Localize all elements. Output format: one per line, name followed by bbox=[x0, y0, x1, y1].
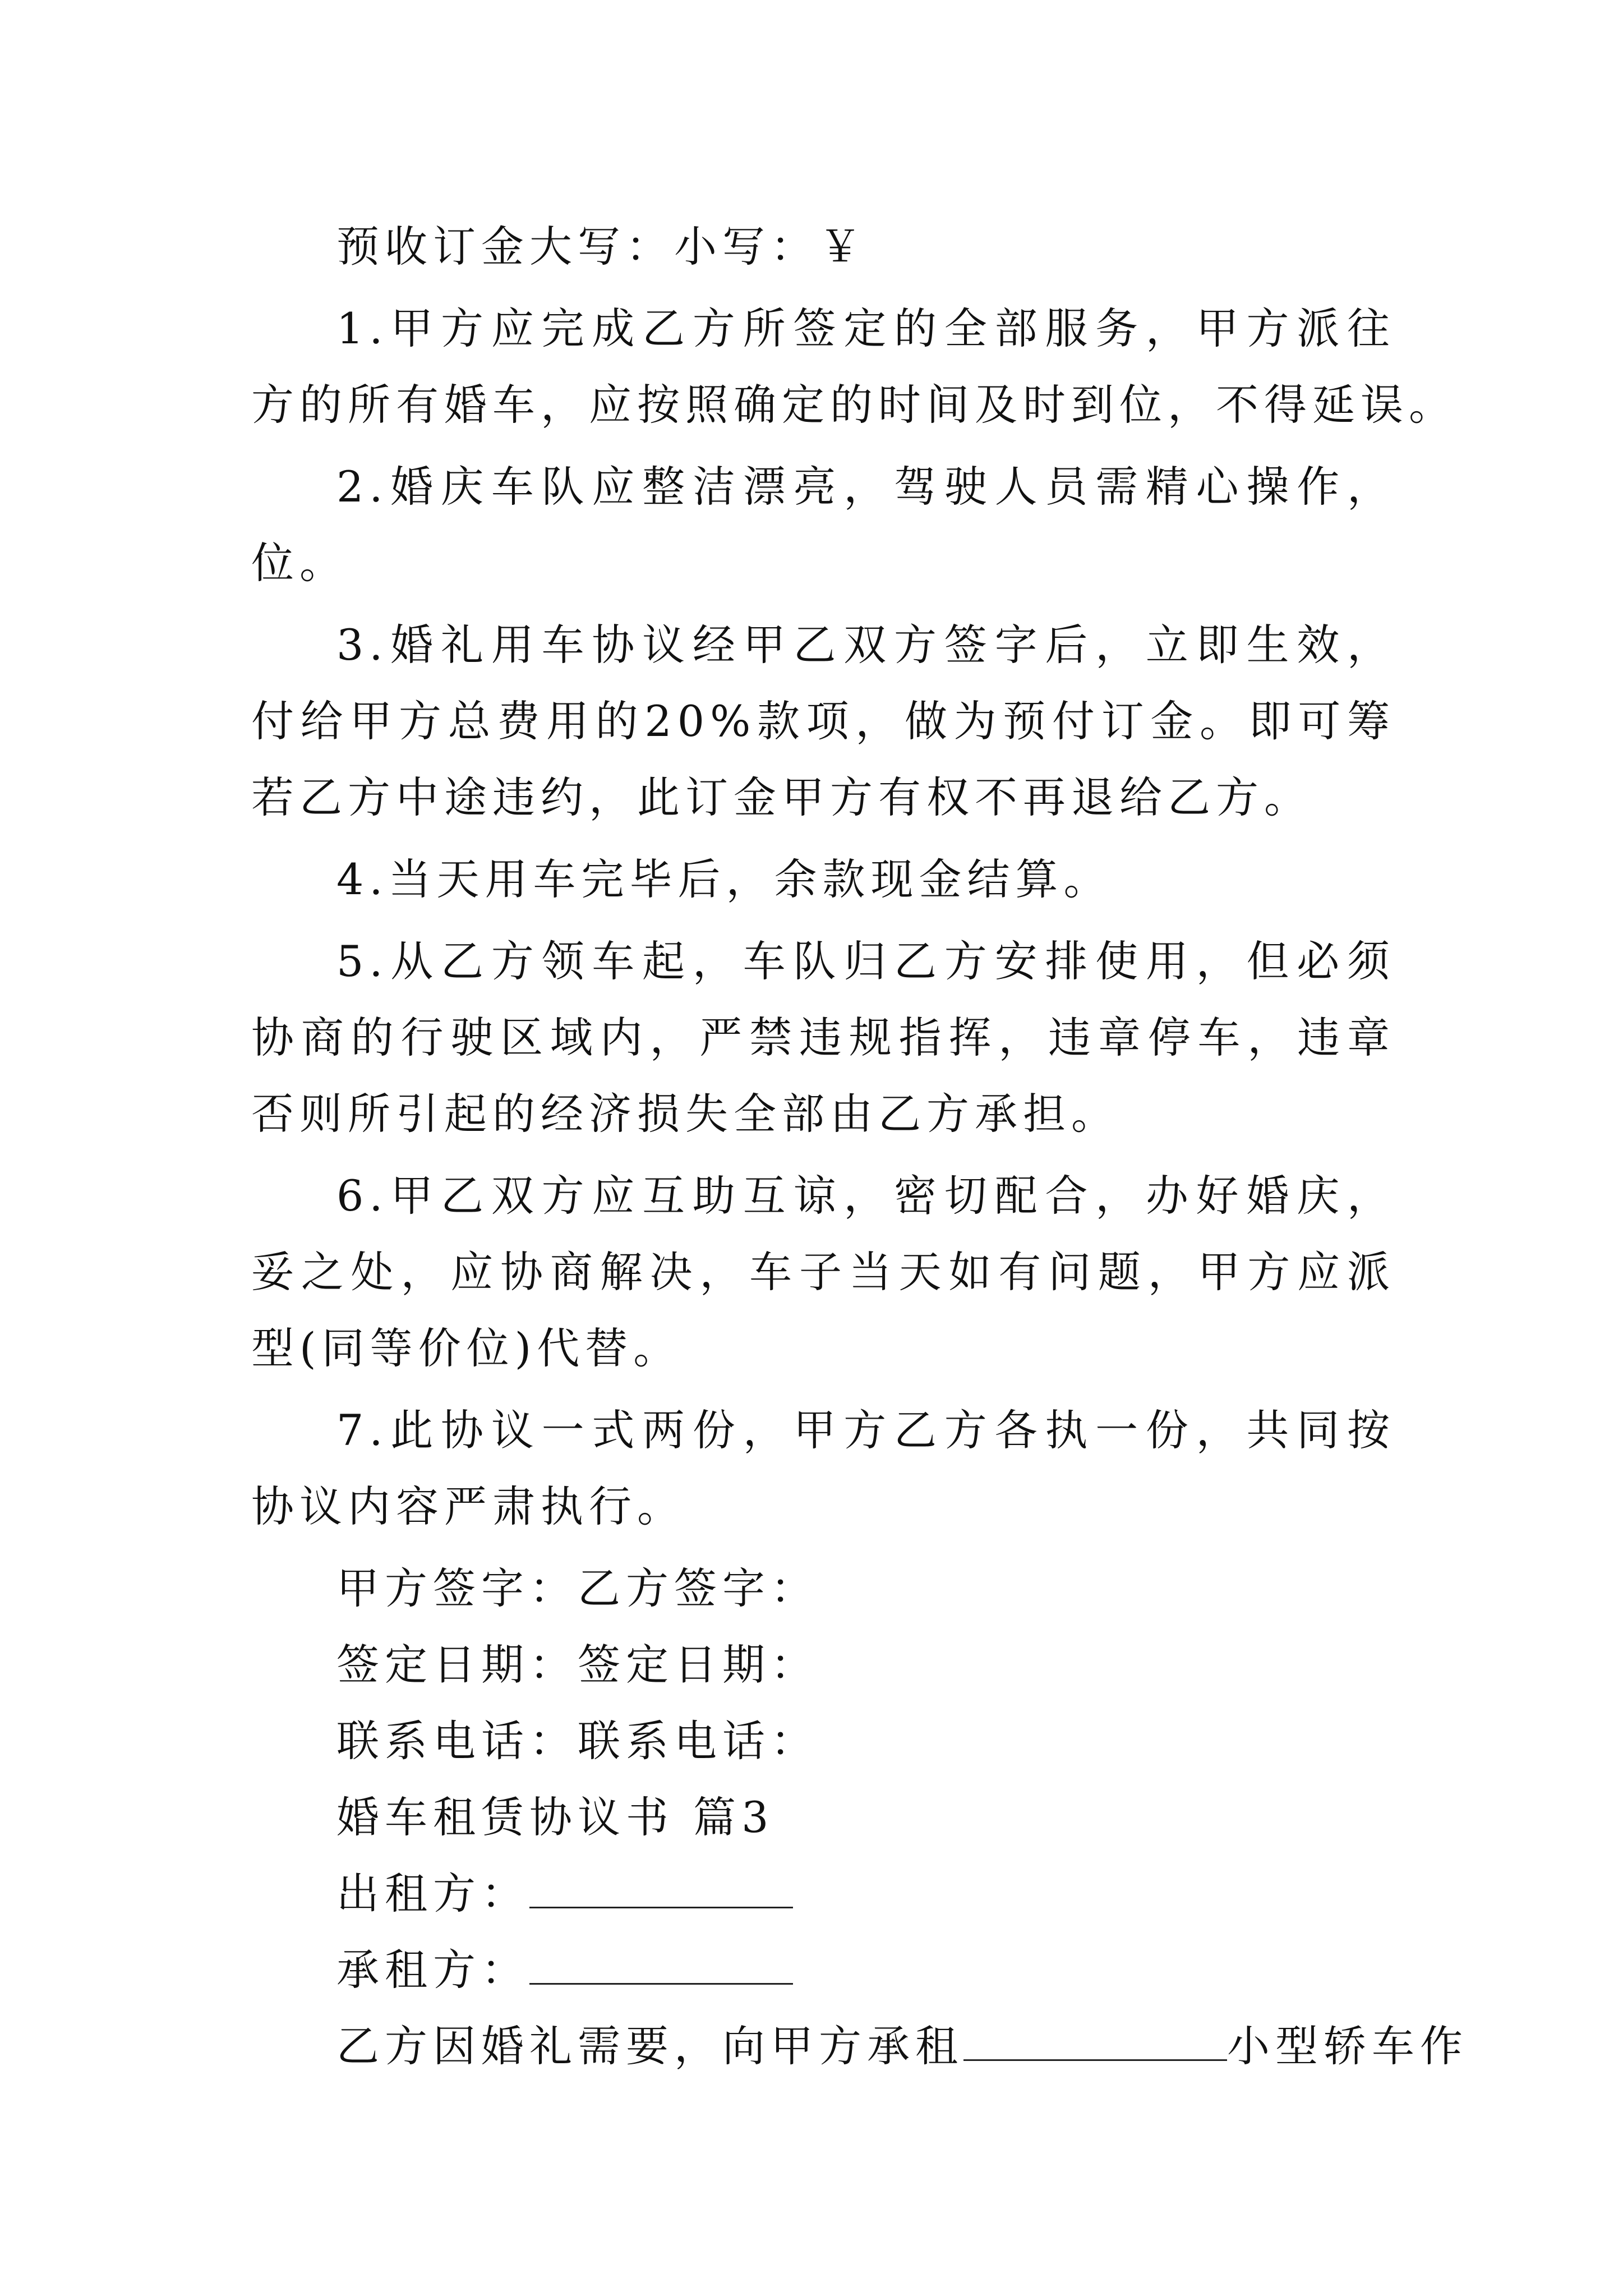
clause-2-line-1: 2.婚庆车队应整洁漂亮，驾驶人员需精心操作， bbox=[336, 462, 1395, 512]
clause-6-line-2: 妥之处，应协商解决，车子当天如有问题，甲方应派 bbox=[251, 1247, 1395, 1297]
signature-line: 甲方签字：乙方签字： bbox=[336, 1563, 819, 1613]
clause-7-line-2: 协议内容严肃执行。 bbox=[251, 1481, 685, 1531]
section-3-title: 婚车租赁协议书 篇3 bbox=[336, 1792, 774, 1842]
lease-intro-after: 小型轿车作 bbox=[1227, 2021, 1468, 2071]
clause-6-line-3: 型(同等价位)代替。 bbox=[251, 1323, 682, 1373]
clause-7-line-1: 7.此协议一式两份，甲方乙方各执一份，共同按 bbox=[336, 1405, 1395, 1455]
clause-5-line-1: 5.从乙方领车起，车队归乙方安排使用，但必须 bbox=[336, 936, 1395, 986]
lessee-line bbox=[251, 1932, 1395, 2008]
clause-6-line-1: 6.甲乙双方应互助互谅，密切配合，办好婚庆， bbox=[336, 1171, 1395, 1221]
deposit-line bbox=[251, 209, 1395, 285]
clause-3-line-1: 3.婚礼用车协议经甲乙双方签字后，立即生效， bbox=[336, 620, 1395, 670]
clause-1-line-2: 方的所有婚车，应按照确定的时间及时到位，不得延误。 bbox=[251, 380, 1457, 430]
lessee-label: 承租方： bbox=[336, 1945, 529, 1995]
clause-3-line-3: 若乙方中途违约，此订金甲方有权不再退给乙方。 bbox=[251, 772, 1312, 822]
clause-2-line-2: 位。 bbox=[251, 538, 348, 588]
clause-4-line-1: 4.当天用车完毕后，余款现金结算。 bbox=[336, 854, 1112, 904]
lessor-label: 出租方： bbox=[336, 1869, 529, 1918]
lessor-line bbox=[251, 1856, 1395, 1932]
clause-5-line-2: 协商的行驶区域内，严禁违规指挥，违章停车，违章 bbox=[251, 1013, 1395, 1062]
lessor-blank bbox=[529, 1858, 793, 1908]
clause-1-line-1: 1.甲方应完成乙方所签定的全部服务，甲方派往 bbox=[336, 303, 1395, 353]
lease-intro-before: 乙方因婚礼需要，向甲方承租 bbox=[336, 2021, 963, 2071]
vehicle-blank bbox=[963, 2011, 1227, 2061]
lease-intro-line bbox=[251, 2008, 1468, 2085]
phone-line: 联系电话：联系电话： bbox=[336, 1716, 819, 1766]
sign-date-line: 签定日期：签定日期： bbox=[336, 1640, 819, 1690]
document-body bbox=[251, 209, 1468, 2085]
lessee-blank bbox=[529, 1935, 793, 1985]
deposit-label: 预收订金大写：小写：￥ bbox=[336, 222, 867, 272]
clause-3-line-2: 付给甲方总费用的20%款项，做为预付订金。即可筹 bbox=[251, 696, 1395, 746]
clause-5-line-3: 否则所引起的经济损失全部由乙方承担。 bbox=[251, 1089, 1119, 1139]
